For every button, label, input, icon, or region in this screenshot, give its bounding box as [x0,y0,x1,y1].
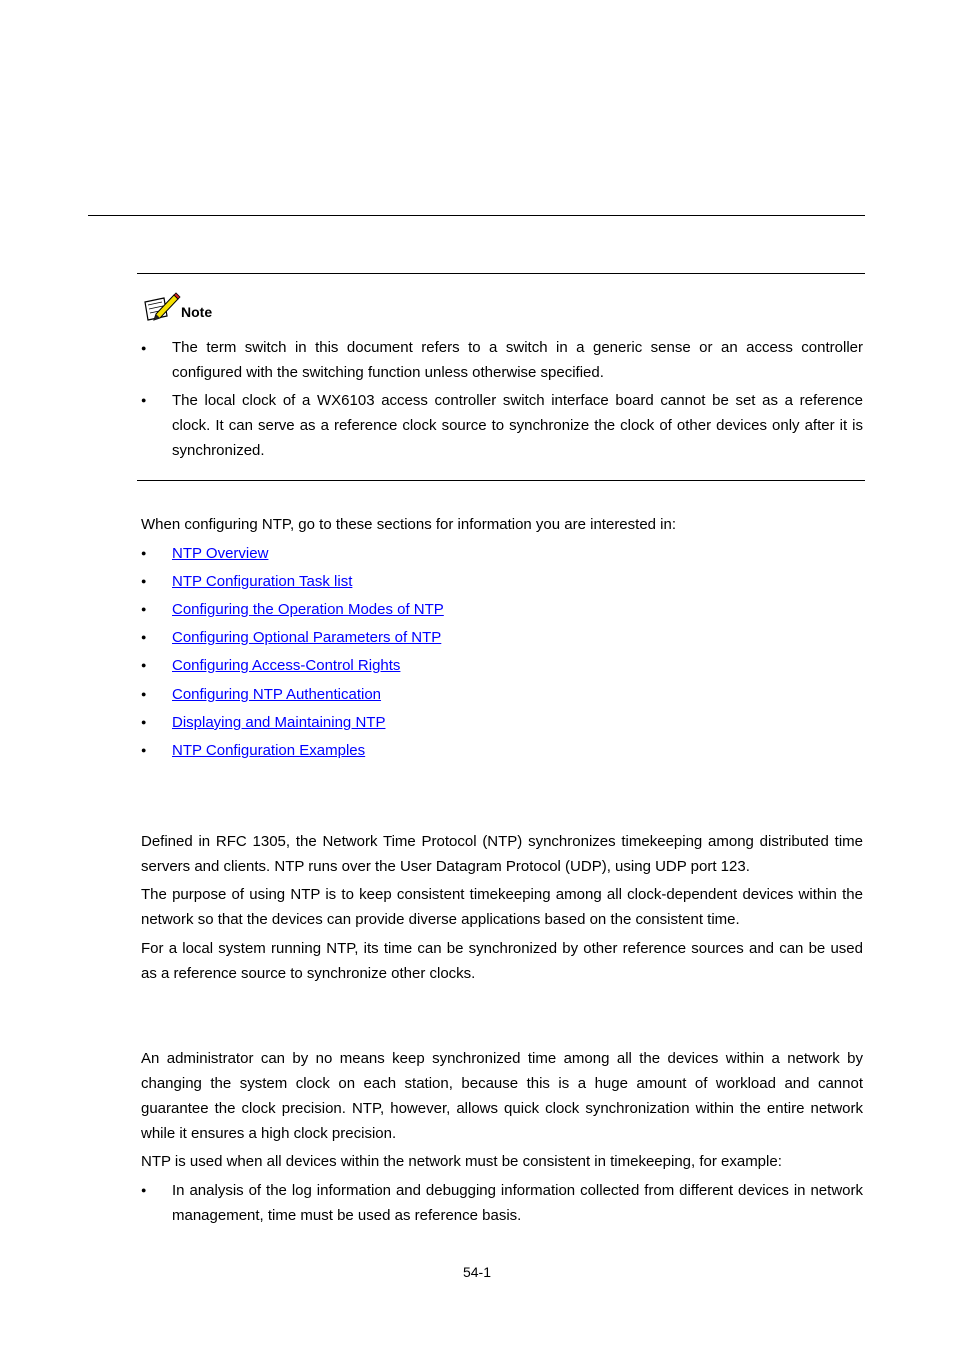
note-top-rule [137,273,865,274]
link-access-control-rights[interactable]: Configuring Access-Control Rights [172,657,401,674]
link-bullet: ● [141,745,147,755]
link-ntp-configuration-task-list[interactable]: NTP Configuration Task list [172,573,353,590]
link-operation-modes[interactable]: Configuring the Operation Modes of NTP [172,601,444,618]
link-displaying-maintaining[interactable]: Displaying and Maintaining NTP [172,714,386,731]
link-configuration-examples[interactable]: NTP Configuration Examples [172,742,366,759]
link-bullet: ● [141,548,147,558]
link-bullet: ● [141,604,147,614]
link-bullet: ● [141,660,147,670]
note-bullet: ● [141,395,147,405]
chapter-title-rule [88,215,865,216]
note-bullet: ● [141,343,147,353]
link-optional-parameters[interactable]: Configuring Optional Parameters of NTP [172,629,442,646]
applications-item: In analysis of the log information and debugging information collected from different devices in network management, time must be used as reference basis. [172,1182,863,1224]
link-bullet: ● [141,689,147,699]
intro-paragraph: When configuring NTP, go to these sections for information you are interested in: [141,516,677,533]
link-ntp-authentication[interactable]: Configuring NTP Authentication [172,686,382,703]
link-ntp-overview[interactable]: NTP Overview [172,545,269,562]
overview-paragraph: The purpose of using NTP is to keep consistent timekeeping among all clock-dependent devices within the network so that the devices can provide diverse applications based on the consistent time. [141,886,863,928]
overview-paragraph: For a local system running NTP, its time can be synchronized by other reference sources and can be used as a reference source to synchronize other clocks. [141,940,863,982]
applications-paragraph: NTP is used when all devices within the network must be consistent in timekeeping, for example: [141,1153,782,1170]
note-item: The term switch in this document refers to a switch in a generic sense or an access controller configured with the switching function unless otherwise specified. [172,339,863,381]
note-item: The local clock of a WX6103 access controller switch interface board cannot be set as a reference clock. It can serve as a reference clock source to synchronize the clock of other devices only after it is synchronized. [172,392,863,459]
link-bullet: ● [141,717,147,727]
note-pencil-icon [142,290,182,324]
applications-bullet: ● [141,1185,147,1195]
note-label: Note [181,304,213,320]
link-bullet: ● [141,576,147,586]
applications-paragraph: An administrator can by no means keep synchronized time among all the devices within a network by changing the system clock on each station, because this is a huge amount of workload and cannot guarantee the clock precision. NTP, however, allows quick clock synchronization within the entire network while it ensures a high clock precision. [141,1050,863,1142]
note-bottom-rule [137,480,865,481]
overview-paragraph: Defined in RFC 1305, the Network Time Protocol (NTP) synchronizes timekeeping among distributed time servers and clients. NTP runs over the User Datagram Protocol (UDP), using UDP port 123. [141,833,863,875]
link-bullet: ● [141,632,147,642]
page-number: 54-1 [462,1264,492,1280]
